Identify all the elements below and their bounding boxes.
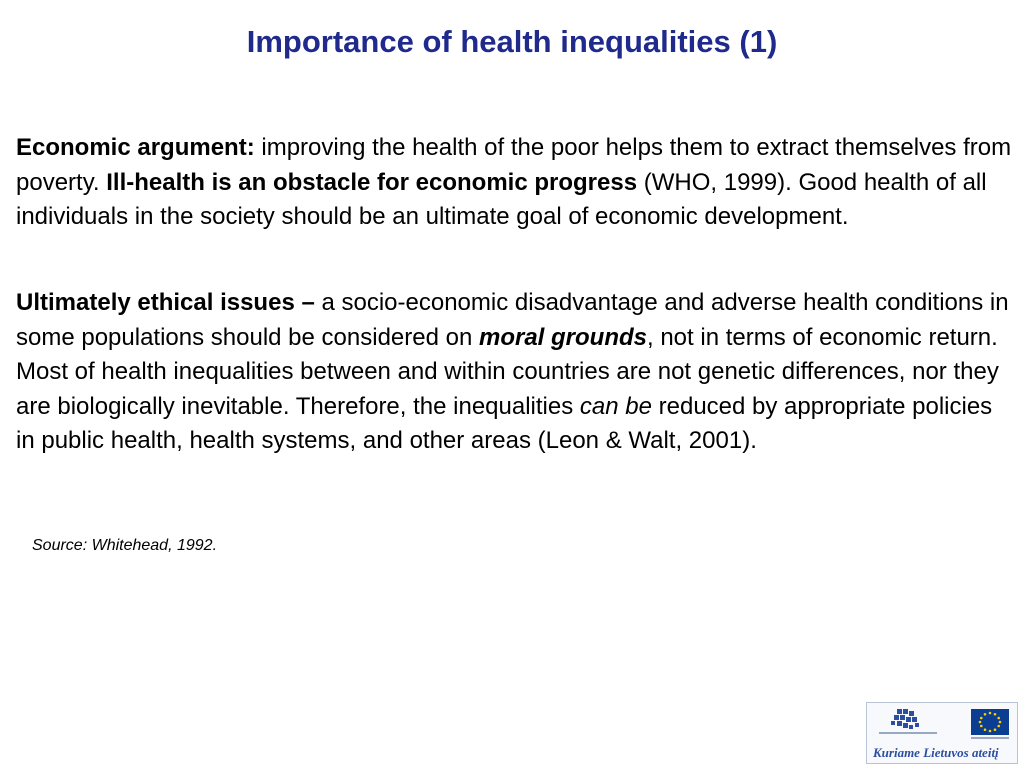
ethical-issues-text-end: reduced by appropriate policies in public health, health systems, and other areas (Leon & Walt, 2001). [16, 392, 993, 454]
ethical-issues-paragraph [16, 286, 1016, 459]
economic-argument-emphasis: Ill-health is an obstacle for economic progress [106, 168, 638, 196]
economic-argument-paragraph [16, 131, 1016, 235]
moral-grounds-emphasis: moral grounds [478, 323, 647, 351]
ethical-issues-text: a socio-economic disadvantage and adverse health conditions in some populations should be considered on [16, 289, 1009, 351]
economic-argument-text: improving the health of the poor helps them to extract themselves from poverty. [16, 134, 1012, 196]
eu-flag-icon [971, 709, 1009, 735]
ethical-issues-text-middle: , not in terms of economic return. Most of health inequalities between and within countries are not genetic differences, nor they are biologically inevitable. Therefore, the inequalities [16, 323, 999, 420]
economic-argument-text-end: (WHO, 1999). Good health of all individuals in the society should be an ultimate goal of economic development. [16, 168, 987, 230]
logo-graphic [867, 703, 1017, 763]
can-be-emphasis: can be [579, 392, 652, 420]
logo-slogan: Kuriame Lietuvos ateitį [873, 745, 999, 760]
ministry-emblem-icon [891, 709, 919, 729]
source-note: Source: Whitehead, 1992. [32, 537, 218, 554]
slide-title: Importance of health inequalities (1) [246, 24, 778, 59]
economic-argument-heading: Economic argument: [16, 134, 255, 161]
ethical-issues-heading: Ultimately ethical issues – [16, 289, 315, 316]
project-logo [866, 702, 1018, 764]
